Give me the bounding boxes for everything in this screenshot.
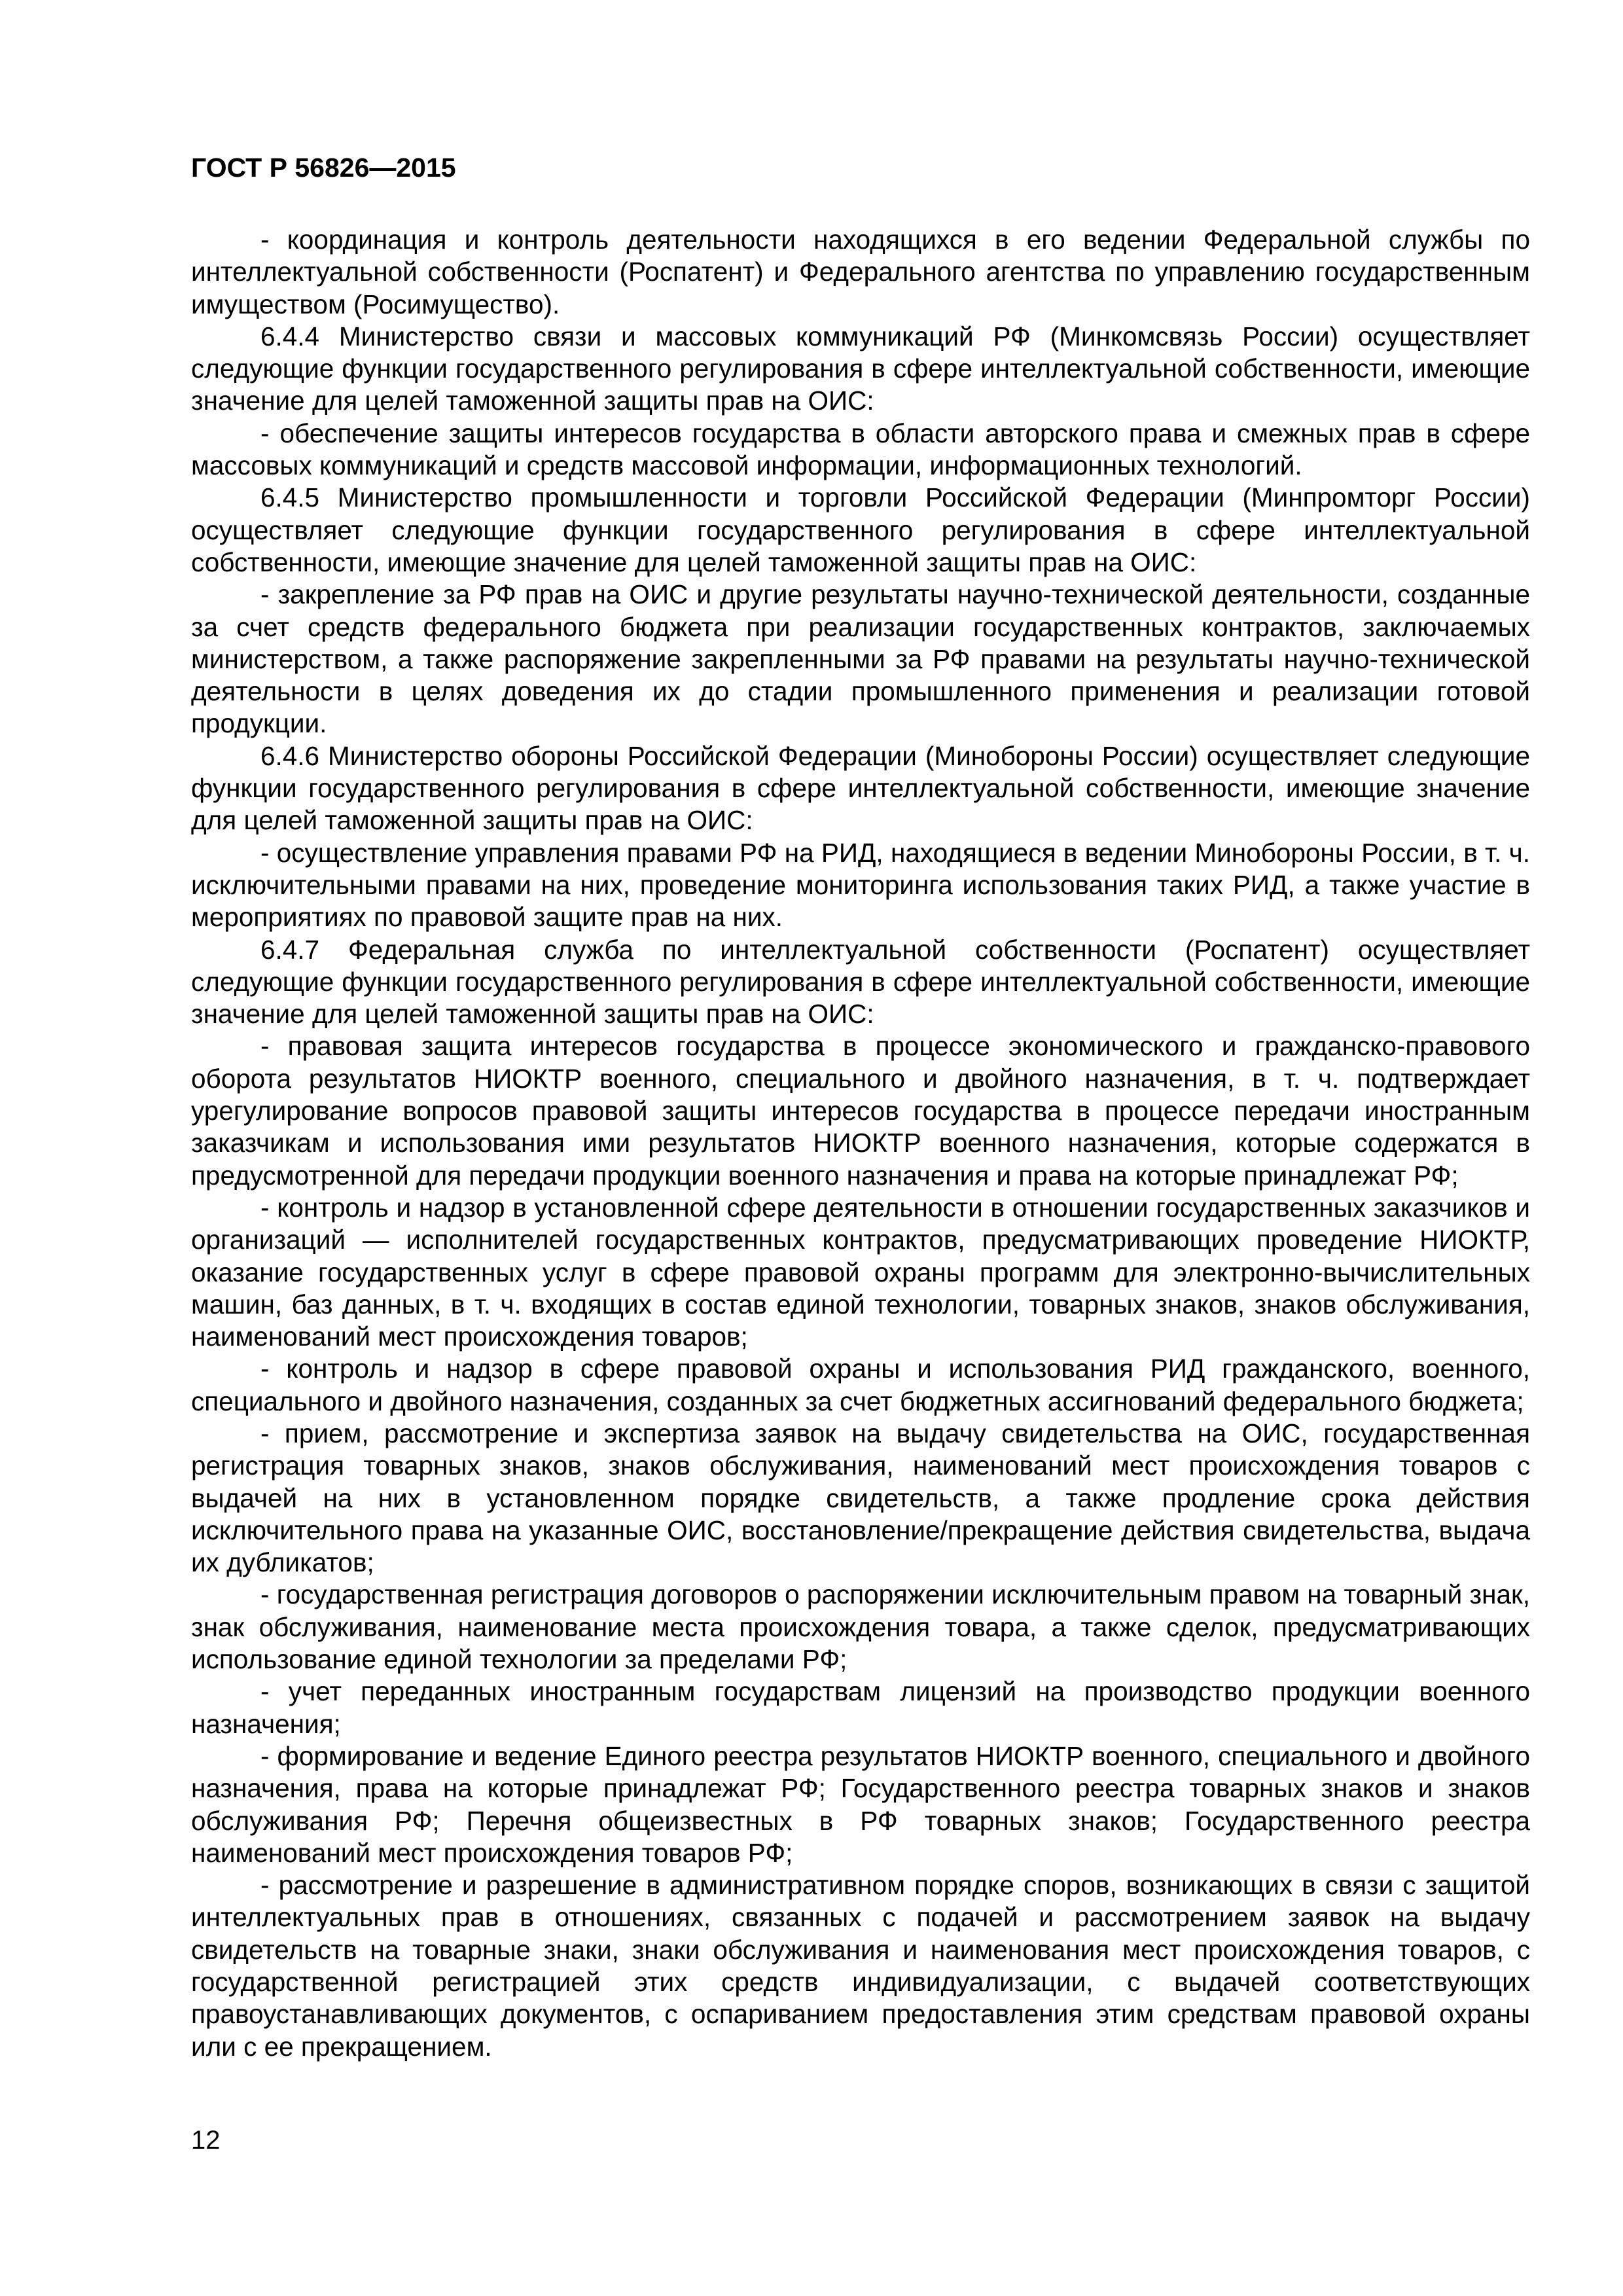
paragraph: - контроль и надзор в сфере правовой охраны и использования РИД гражданского, военного, специального и двойного назначения, созданных за счет бюджетных ассигнований федерального бюджета;: [191, 1354, 1530, 1416]
paragraph: - формирование и ведение Единого реестра результатов НИОКТР военного, специального и двойного назначения, права на которые принадлежат РФ; Государственного реестра товарных знаков и знаков обслуживания РФ; Перечня общеизвестных в РФ товарных знаков; Государственного реестра наименований мест происхождения товаров РФ;: [191, 1740, 1530, 1868]
document-header: ГОСТ Р 56826—2015: [191, 152, 456, 183]
paragraph: 6.4.4 Министерство связи и массовых коммуникаций РФ (Минкомсвязь России) осуществляет следующие функции государственного регулирования в сфере интеллектуальной собственности, имеющие значение для целей таможенной защиты прав на ОИС:: [191, 321, 1530, 416]
paragraph: 6.4.7 Федеральная служба по интеллектуальной собственности (Роспатент) осуществляет следующие функции государственного регулирования в сфере интеллектуальной собственности, имеющие значение для целей таможенной защиты прав на ОИС:: [191, 934, 1530, 1030]
paragraph: - учет переданных иностранным государствам лицензий на производство продукции военного назначения;: [191, 1676, 1530, 1739]
paragraph: 6.4.6 Министерство обороны Российской Федерации (Минобороны России) осуществляет следующие функции государственного регулирования в сфере интеллектуальной собственности, имеющие значение для целей таможенной защиты прав на ОИС:: [191, 740, 1530, 836]
paragraph: - прием, рассмотрение и экспертиза заявок на выдачу свидетельства на ОИС, государственная регистрация товарных знаков, знаков обслуживания, наименований мест происхождения товаров с выдачей на них в установленном порядке свидетельств, а также продление срока действия исключительного права на указанные ОИС, восстановление/прекращение действия свидетельства, выдача их дубликатов;: [191, 1418, 1530, 1578]
paragraph: - рассмотрение и разрешение в административном порядке споров, возникающих в связи с защитой интеллектуальных прав в отношениях, связанных с подачей и рассмотрением заявок на выдачу свидетельств на товарные знаки, знаки обслуживания и наименования мест происхождения товаров, с государственной регистрацией этих средств индивидуализации, с выдачей соответствующих правоустанавливающих документов, с оспариванием предоставления этим средствам правовой охраны или с ее прекращением.: [191, 1870, 1530, 2062]
paragraph: - закрепление за РФ прав на ОИС и другие результаты научно-технической деятельности, созданные за счет средств федерального бюджета при реализации государственных контрактов, заключаемых министерством, а также распоряжение закрепленными за РФ правами на результаты научно-технической деятельности в целях доведения их до стадии промышленного применения и реализации готовой продукции.: [191, 579, 1530, 739]
paragraph: - координация и контроль деятельности находящихся в его ведении Федеральной службы по интеллектуальной собственности (Роспатент) и Федерального агентства по управлению государственным имуществом (Росимущество).: [191, 224, 1530, 319]
paragraph: - правовая защита интересов государства в процессе экономического и гражданско-правового оборота результатов НИОКТР военного, специального и двойного назначения, в т. ч. подтверждает урегулирование вопросов правовой защиты интересов государства в процессе передачи иностранным заказчикам и использования ими результатов НИОКТР военного назначения, которые содержатся в предусмотренной для передачи продукции военного назначения и права на которые принадлежат РФ;: [191, 1031, 1530, 1191]
paragraph: - обеспечение защиты интересов государства в области авторского права и смежных прав в сфере массовых коммуникаций и средств массовой информации, информационных технологий.: [191, 418, 1530, 481]
paragraph: 6.4.5 Министерство промышленности и торговли Российской Федерации (Минпромторг России) осуществляет следующие функции государственного регулирования в сфере интеллектуальной собственности, имеющие значение для целей таможенной защиты прав на ОИС:: [191, 482, 1530, 577]
paragraph: - государственная регистрация договоров о распоряжении исключительным правом на товарный знак, знак обслуживания, наименование места происхождения товара, а также сделок, предусматривающих использование единой технологии за пределами РФ;: [191, 1579, 1530, 1675]
page-body: [191, 224, 1530, 2063]
paragraph: - осуществление управления правами РФ на РИД, находящиеся в ведении Минобороны России, в т. ч. исключительными правами на них, проведение мониторинга использования таких РИД, а также участие в мероприятиях по правовой защите прав на них.: [191, 837, 1530, 933]
page-number: 12: [191, 2126, 221, 2155]
paragraph: - контроль и надзор в установленной сфере деятельности в отношении государственных заказчиков и организаций — исполнителей государственных контрактов, предусматривающих проведение НИОКТР, оказание государственных услуг в сфере правовой охраны программ для электронно-вычислительных машин, баз данных, в т. ч. входящих в состав единой технологии, товарных знаков, знаков обслуживания, наименований мест происхождения товаров;: [191, 1192, 1530, 1352]
